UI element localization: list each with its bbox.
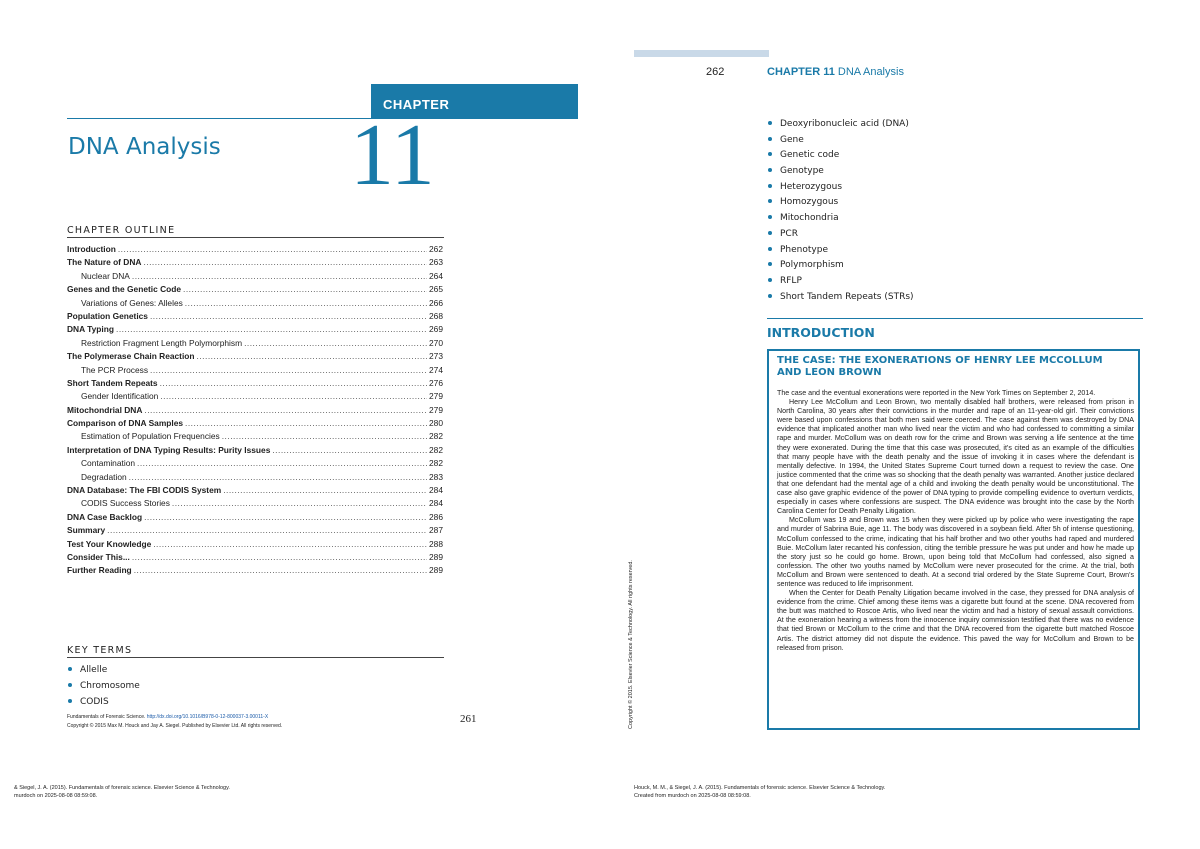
outline-entry-label: The Polymerase Chain Reaction bbox=[67, 351, 195, 362]
footer-source-text: Fundamentals of Forensic Science. bbox=[67, 714, 146, 720]
outline-entry[interactable] bbox=[67, 310, 443, 323]
key-term bbox=[767, 243, 914, 259]
key-term-text: Phenotype bbox=[780, 244, 828, 255]
outline-entry[interactable] bbox=[67, 323, 443, 336]
outline-entry[interactable] bbox=[67, 243, 443, 256]
outline-entry-label: Population Genetics bbox=[67, 310, 148, 321]
chapter-number: 11 bbox=[350, 107, 435, 204]
outline-entry[interactable] bbox=[67, 350, 443, 363]
key-term-text: Polymorphism bbox=[780, 260, 844, 271]
key-term bbox=[767, 133, 914, 149]
outline-entry[interactable] bbox=[67, 471, 443, 484]
page-number-left: 261 bbox=[460, 713, 477, 725]
running-header-page: 262 bbox=[706, 66, 725, 78]
outline-entry-page: 266 bbox=[429, 297, 443, 308]
outline-entry[interactable] bbox=[67, 538, 443, 551]
key-term bbox=[767, 274, 914, 290]
outline-leader-dots bbox=[143, 256, 427, 269]
outline-entry-page: 283 bbox=[429, 471, 443, 482]
bullet-icon bbox=[768, 247, 772, 251]
outline-entry-page: 289 bbox=[429, 565, 443, 576]
outline-heading: CHAPTER OUTLINE bbox=[67, 225, 176, 236]
case-paragraph: McCollum was 19 and Brown was 15 when they were picked up by police who were investigating the rape and murder of Sabrina Buie, age 11. The body was discovered in a soybean field. After 5h of intense questioning, McCollum confessed to the crime, indicating that his half brother and two other youths had raped and murdered Buie. McCollum later recanted his confession, citing the terrible pressure he was put under and how he made up the story just so he could go home. Brown, upon being told that McCollum had confessed, also signed a confession. The other two youths named by McCollum were never prosecuted for the crime. At the trial, both McCollum and Brown were sentenced to death. At a second trial ordered by the State Supreme Court, Brown's sentence was reduced to life imprisonment. bbox=[777, 516, 1134, 588]
outline-entry-label: The Nature of DNA bbox=[67, 257, 142, 268]
outline-leader-dots bbox=[185, 417, 427, 430]
watermark-left-line1: & Siegel, J. A. (2015). Fundamentals of forensic science. Elsevier Science & Technology. bbox=[14, 785, 230, 791]
key-term bbox=[67, 678, 140, 694]
outline-entry-page: 279 bbox=[429, 391, 443, 402]
outline-entry-page: 282 bbox=[429, 444, 443, 455]
key-term-text: CODIS bbox=[80, 697, 109, 707]
footer-source bbox=[67, 714, 268, 720]
outline-entry-page: 276 bbox=[429, 377, 443, 388]
key-term-text: Allelle bbox=[80, 665, 108, 675]
key-term bbox=[767, 164, 914, 180]
key-term bbox=[767, 258, 914, 274]
outline-entry-page: 262 bbox=[429, 244, 443, 254]
bullet-icon bbox=[768, 262, 772, 266]
outline-entry[interactable] bbox=[67, 364, 443, 377]
watermark-right-line2: Created from murdoch on 2025-08-08 08:59:08. bbox=[634, 793, 751, 799]
bullet-icon bbox=[68, 667, 72, 671]
outline-entry[interactable] bbox=[67, 444, 443, 457]
outline-entry-label: Restriction Fragment Length Polymorphism bbox=[81, 337, 243, 348]
outline-leader-dots bbox=[150, 310, 427, 323]
outline-entry-label: DNA Database: The FBI CODIS System bbox=[67, 485, 222, 496]
outline-entry-label: Gender Identification bbox=[81, 391, 159, 402]
outline-leader-dots bbox=[144, 511, 427, 524]
outline-entry[interactable] bbox=[67, 497, 443, 510]
watermark-left-line2: murdoch on 2025-08-08 08:59:08. bbox=[14, 793, 98, 799]
outline-leader-dots bbox=[132, 270, 427, 283]
outline-entry-page: 270 bbox=[429, 337, 443, 348]
outline-entry-page: 273 bbox=[429, 351, 443, 362]
outline-entry-page: 284 bbox=[429, 498, 443, 509]
outline-entry-label: Summary bbox=[67, 525, 106, 536]
chapter-title: DNA Analysis bbox=[68, 134, 221, 160]
bullet-icon bbox=[768, 294, 772, 298]
outline-entry[interactable] bbox=[67, 337, 443, 350]
outline-leader-dots bbox=[116, 323, 427, 336]
outline-entry-label: Nuclear DNA bbox=[81, 270, 130, 281]
key-terms-list-left bbox=[67, 662, 140, 710]
outline-entry-label: Test Your Knowledge bbox=[67, 538, 152, 549]
key-term bbox=[767, 180, 914, 196]
outline-entry-label: Mitochondrial DNA bbox=[67, 404, 143, 415]
outline-entry[interactable] bbox=[67, 283, 443, 296]
key-term bbox=[767, 227, 914, 243]
outline-entry[interactable] bbox=[67, 270, 443, 283]
outline-entry-page: 284 bbox=[429, 485, 443, 496]
key-terms-rule bbox=[67, 657, 444, 658]
key-term-text: Chromosome bbox=[80, 681, 140, 691]
chapter-outline bbox=[67, 243, 443, 578]
case-body bbox=[777, 389, 1134, 653]
running-header-title: DNA Analysis bbox=[837, 66, 904, 78]
case-paragraph: When the Center for Death Penalty Litigation became involved in the case, they pressed for DNA analysis of evidence from the crime. Chief among these items was a cigarette butt found at the scene. DNA recovered from the butt was matched to Roscoe Artis, who lived near the victim and had a history of sexual assault convictions. At the exoneration hearing a witness from the innocence inquiry commission testified that there was no evidence that tied Brown or McCollum to the crime and that the DNA recovered from the cigarette butt matched Roscoe Artis. The district attorney did not dispute the evidence. This paved the way for McCollum and Brown to be released from prison. bbox=[777, 589, 1134, 652]
outline-entry-label: Contamination bbox=[81, 458, 136, 469]
outline-entry-label: Degradation bbox=[81, 471, 127, 482]
spine-copyright: Copyright © 2015. Elsevier Science & Technology. All rights reserved. bbox=[628, 560, 634, 729]
outline-entry-page: 263 bbox=[429, 257, 443, 268]
outline-leader-dots bbox=[183, 283, 427, 296]
outline-leader-dots bbox=[134, 564, 427, 577]
key-term-text: Gene bbox=[780, 134, 804, 145]
bullet-icon bbox=[68, 683, 72, 687]
outline-entry[interactable] bbox=[67, 390, 443, 403]
outline-leader-dots bbox=[137, 457, 427, 470]
outline-entry[interactable] bbox=[67, 417, 443, 430]
outline-leader-dots bbox=[107, 524, 427, 537]
key-terms-list-right bbox=[767, 117, 914, 305]
bullet-icon bbox=[768, 215, 772, 219]
chapter-rule bbox=[67, 118, 578, 119]
outline-entry-page: 288 bbox=[429, 538, 443, 549]
key-term bbox=[767, 148, 914, 164]
outline-entry[interactable] bbox=[67, 511, 443, 524]
key-term-text: PCR bbox=[780, 228, 798, 239]
bullet-icon bbox=[768, 137, 772, 141]
outline-leader-dots bbox=[144, 404, 427, 417]
key-term-text: RFLP bbox=[780, 275, 802, 286]
outline-entry-label: Interpretation of DNA Typing Results: Purity Issues bbox=[67, 444, 271, 455]
outline-entry[interactable] bbox=[67, 457, 443, 470]
outline-entry-label: Comparison of DNA Samples bbox=[67, 418, 184, 429]
outline-entry-label: DNA Case Backlog bbox=[67, 511, 143, 522]
outline-leader-dots bbox=[185, 297, 427, 310]
outline-entry-label: Short Tandem Repeats bbox=[67, 377, 158, 388]
chapter-label: CHAPTER bbox=[383, 97, 450, 112]
key-term-text: Deoxyribonucleic acid (DNA) bbox=[780, 119, 909, 129]
key-term bbox=[67, 662, 140, 678]
outline-entry[interactable] bbox=[67, 377, 443, 390]
outline-leader-dots bbox=[129, 471, 427, 484]
outline-entry-page: 265 bbox=[429, 284, 443, 295]
outline-entry[interactable] bbox=[67, 430, 443, 443]
outline-entry[interactable] bbox=[67, 551, 443, 564]
outline-leader-dots bbox=[222, 430, 427, 443]
outline-entry[interactable] bbox=[67, 564, 443, 577]
outline-entry-page: 264 bbox=[429, 270, 443, 281]
outline-entry-label: Further Reading bbox=[67, 565, 132, 576]
running-header-chapter-number: CHAPTER 11 bbox=[767, 66, 835, 78]
outline-entry-page: 269 bbox=[429, 324, 443, 335]
bullet-icon bbox=[768, 121, 772, 125]
outline-leader-dots bbox=[172, 497, 427, 510]
outline-leader-dots bbox=[150, 364, 427, 377]
case-paragraph: Henry Lee McCollum and Leon Brown, two mentally disabled half brothers, were released from prison in North Carolina, 30 years after their convictions in the murder and rape of an 11-year-old girl. Their convictions were based upon confessions that both men said were coerced. The case against them was destroyed by DNA evidence that implicated another man who lived near the victim and who had confessed to committing a similar rape and murder. McCollum was on death row for the crime and Brown was serving a life sentence at the time they were exonerated. During the time that this case was prosecuted, it's cited as an example of the difficulties that many people have with the death penalty and the issue of invoking it in cases where the defendant is mentally defective. In 1994, the United States Supreme Court turned down a request to review the case. One justice commented that the crime was so shocking that the death penalty was warranted. Another justice declared that one defendant had the mental age of a child and invoking the death penalty would be unconstitutional. The case also gave graphic evidence of the power of DNA typing to provide compelling evidence to overturn verdicts, especially in cases where confessions are suspect. The DNA evidence was brought into the case by the North Carolina Center for Death Penalty Litigation. bbox=[777, 398, 1134, 516]
running-header-bar bbox=[634, 50, 769, 57]
outline-entry-label: Introduction bbox=[67, 244, 116, 254]
outline-entry-label: Estimation of Population Frequencies bbox=[81, 431, 220, 442]
outline-entry-page: 268 bbox=[429, 310, 443, 321]
footer-copyright: Copyright © 2015 Max M. Houck and Jay A. Siegel. Published by Elsevier Ltd. All rights reserved. bbox=[67, 723, 283, 729]
outline-entry-label: The PCR Process bbox=[81, 364, 149, 375]
bullet-icon bbox=[768, 168, 772, 172]
outline-entry-page: 274 bbox=[429, 364, 443, 375]
key-term-text: Genetic code bbox=[780, 150, 840, 161]
outline-entry[interactable] bbox=[67, 297, 443, 310]
outline-leader-dots bbox=[272, 444, 427, 457]
running-header-chapter bbox=[767, 66, 904, 78]
bullet-icon bbox=[68, 699, 72, 703]
key-term bbox=[67, 694, 140, 710]
outline-entry-page: 289 bbox=[429, 551, 443, 562]
key-term-text: Short Tandem Repeats (STRs) bbox=[780, 291, 914, 302]
key-term-text: Mitochondria bbox=[780, 213, 839, 224]
outline-entry-page: 280 bbox=[429, 418, 443, 429]
bullet-icon bbox=[768, 278, 772, 282]
outline-entry-label: CODIS Success Stories bbox=[81, 498, 170, 509]
outline-leader-dots bbox=[132, 551, 427, 564]
outline-leader-dots bbox=[223, 484, 427, 497]
introduction-heading: INTRODUCTION bbox=[767, 325, 875, 340]
outline-entry-page: 286 bbox=[429, 511, 443, 522]
outline-entry[interactable] bbox=[67, 256, 443, 269]
key-term bbox=[767, 117, 914, 133]
outline-entry-page: 282 bbox=[429, 458, 443, 469]
outline-entry-label: Variations of Genes: Alleles bbox=[81, 297, 183, 308]
outline-entry-label: Genes and the Genetic Code bbox=[67, 284, 182, 295]
case-paragraph: The case and the eventual exonerations were reported in the New York Times on September 2, 2014. bbox=[777, 389, 1096, 397]
outline-entry-label: Consider This... bbox=[67, 551, 130, 562]
outline-leader-dots bbox=[153, 538, 427, 551]
outline-entry[interactable] bbox=[67, 404, 443, 417]
outline-entry-page: 287 bbox=[429, 525, 443, 536]
outline-entry-label: DNA Typing bbox=[67, 324, 114, 335]
bullet-icon bbox=[768, 231, 772, 235]
outline-entry[interactable] bbox=[67, 524, 443, 537]
outline-entry-page: 282 bbox=[429, 431, 443, 442]
key-terms-heading: KEY TERMS bbox=[67, 645, 133, 656]
key-term-text: Heterozygous bbox=[780, 181, 843, 192]
outline-leader-dots bbox=[160, 377, 427, 390]
footer-doi-link[interactable]: http://dx.doi.org/10.1016/B978-0-12-800037-3.00011-X bbox=[146, 714, 269, 720]
outline-entry[interactable] bbox=[67, 484, 443, 497]
outline-leader-dots bbox=[197, 350, 427, 363]
bullet-icon bbox=[768, 199, 772, 203]
watermark-right-line1: Houck, M. M., & Siegel, J. A. (2015). Fundamentals of forensic science. Elsevier Science & Technology. bbox=[634, 785, 886, 791]
bullet-icon bbox=[768, 184, 772, 188]
outline-leader-dots bbox=[118, 243, 427, 256]
key-term bbox=[767, 211, 914, 227]
outline-leader-dots bbox=[244, 337, 427, 350]
key-term-text: Homozygous bbox=[780, 197, 839, 208]
outline-entry-page: 279 bbox=[429, 404, 443, 415]
outline-rule bbox=[67, 237, 444, 238]
key-term-text: Genotype bbox=[780, 166, 824, 177]
outline-leader-dots bbox=[160, 390, 427, 403]
key-term bbox=[767, 290, 914, 306]
bullet-icon bbox=[768, 152, 772, 156]
introduction-rule bbox=[767, 318, 1143, 319]
key-term bbox=[767, 195, 914, 211]
case-title: THE CASE: THE EXONERATIONS OF HENRY LEE MCCOLLUM AND LEON BROWN bbox=[777, 355, 1103, 378]
